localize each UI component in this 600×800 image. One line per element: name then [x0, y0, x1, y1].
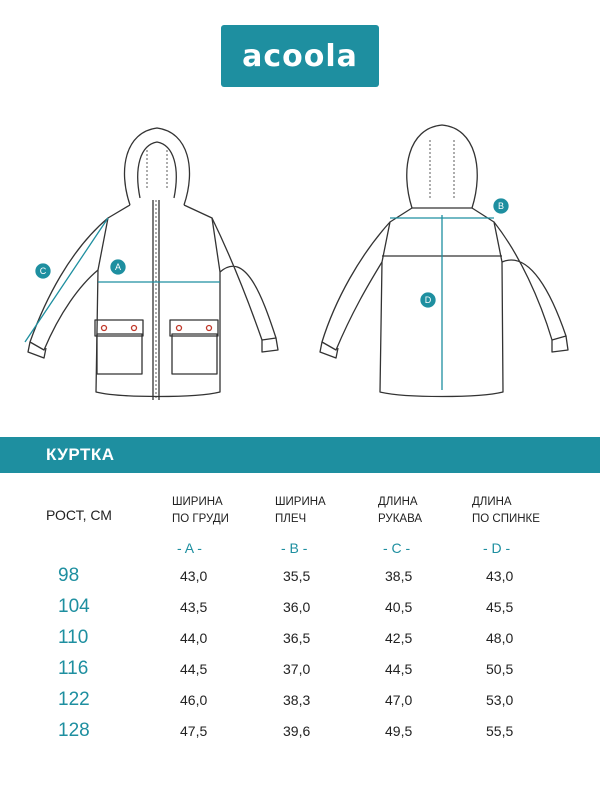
col-header-line2: ПО СПИНКЕ — [472, 513, 540, 525]
cell: 50,5 — [486, 661, 514, 677]
cell: 43,5 — [180, 599, 208, 615]
cell: 39,6 — [283, 723, 311, 739]
marker-c-label: C — [39, 266, 47, 276]
col-letter-a: - A - — [177, 540, 202, 556]
row-size: 110 — [58, 627, 89, 648]
row-size: 104 — [58, 596, 90, 617]
marker-d-label: D — [424, 295, 432, 305]
cell: 36,0 — [283, 599, 311, 615]
row-size: 116 — [58, 658, 89, 679]
cell: 48,0 — [486, 630, 514, 646]
col-header-line2: ПЛЕЧ — [275, 513, 307, 525]
cell: 44,5 — [180, 661, 208, 677]
marker-b-label: B — [497, 201, 505, 211]
cell: 47,5 — [180, 723, 208, 739]
cell: 35,5 — [283, 568, 311, 584]
brand-logo — [221, 25, 379, 87]
col-letter-c: - C - — [383, 540, 411, 556]
cell: 40,5 — [385, 599, 413, 615]
cell: 42,5 — [385, 630, 413, 646]
cell: 49,5 — [385, 723, 413, 739]
cell: 38,5 — [385, 568, 413, 584]
cell: 38,3 — [283, 692, 311, 708]
cell: 44,0 — [180, 630, 208, 646]
cell: 36,5 — [283, 630, 311, 646]
cell: 46,0 — [180, 692, 208, 708]
col-header-shoulders — [275, 494, 326, 528]
jacket-front-view — [28, 128, 278, 400]
jacket-back-view — [320, 125, 568, 397]
section-band — [0, 437, 600, 473]
cell: 43,0 — [486, 568, 514, 584]
col-letter-b: - B - — [281, 540, 308, 556]
marker-a-label: A — [114, 262, 122, 272]
col-header-line1: ШИРИНА — [172, 496, 223, 508]
col-header-chest — [172, 494, 229, 528]
col-header-line1: ШИРИНА — [275, 496, 326, 508]
brand-logo-text: acoola — [242, 38, 358, 74]
cell: 53,0 — [486, 692, 514, 708]
col-header-back-length — [472, 494, 540, 528]
cell: 44,5 — [385, 661, 413, 677]
section-title: КУРТКА — [46, 445, 115, 464]
cell: 45,5 — [486, 599, 514, 615]
cell: 55,5 — [486, 723, 514, 739]
jacket-technical-drawing — [0, 100, 600, 410]
row-size: 98 — [58, 565, 80, 586]
row-size: 122 — [58, 689, 90, 710]
col-header-line2: РУКАВА — [378, 513, 423, 525]
col-letter-d: - D - — [483, 540, 511, 556]
cell: 37,0 — [283, 661, 311, 677]
col-header-line1: ДЛИНА — [378, 496, 418, 508]
col-header-line1: ДЛИНА — [472, 496, 512, 508]
cell: 47,0 — [385, 692, 413, 708]
col-header-sleeve — [378, 494, 422, 528]
cell: 43,0 — [180, 568, 208, 584]
col-header-line2: ПО ГРУДИ — [172, 513, 229, 525]
row-size: 128 — [58, 720, 90, 741]
row-header: РОСТ, СМ — [46, 507, 112, 523]
